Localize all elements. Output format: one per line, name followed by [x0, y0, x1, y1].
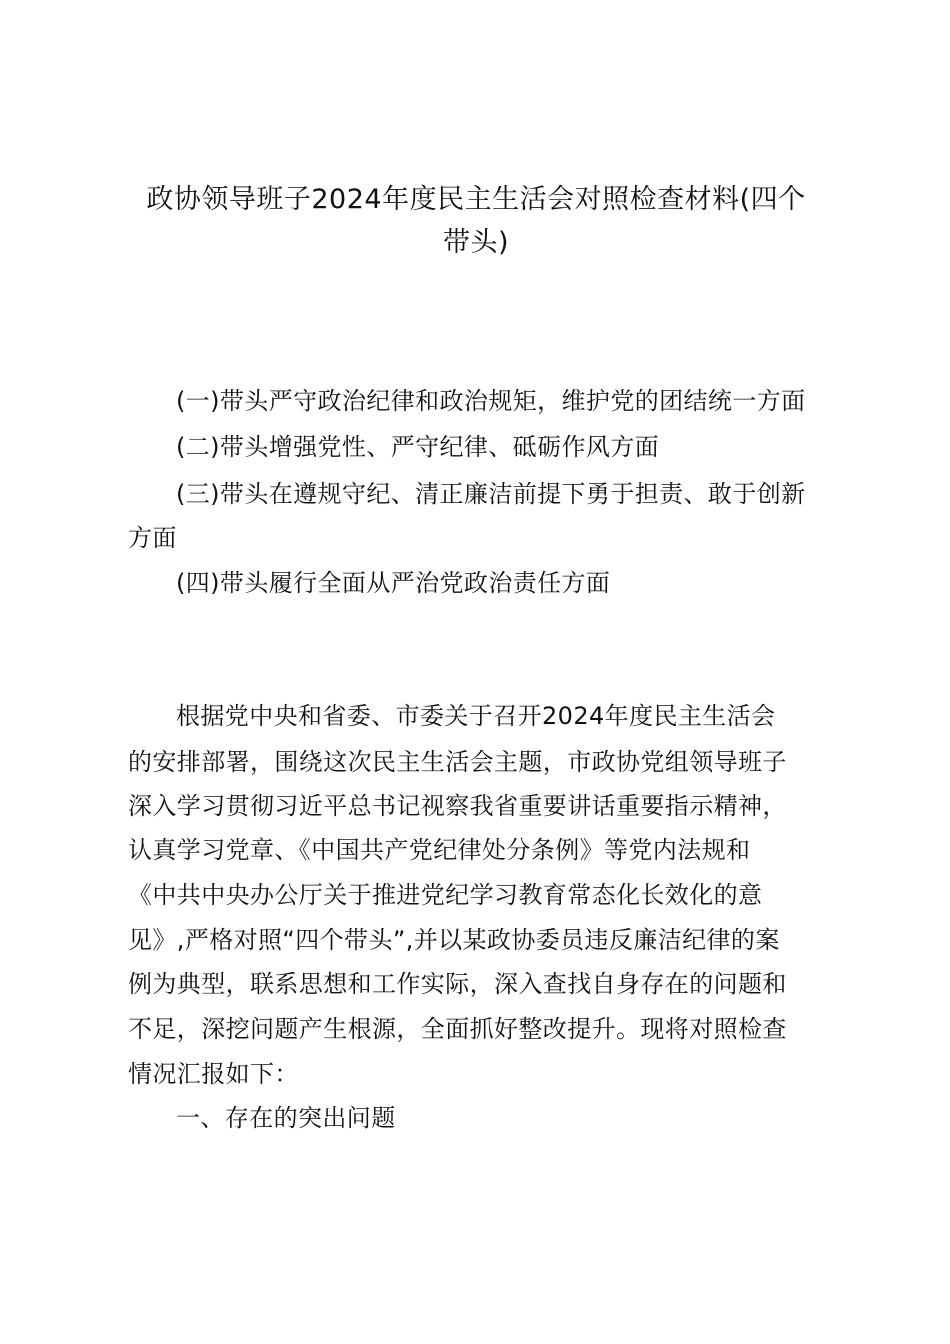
body-line-2: 的安排部署，围绕这次民主生活会主题，市政协党组领导班子 [128, 748, 787, 776]
section-heading: 一、存在的突出问题 [176, 1104, 396, 1132]
body-line-4: 认真学习党章、《中国共产党纪律处分条例》等党内法规和 [128, 836, 751, 864]
body-line-7: 例为典型，联系思想和工作实际，深入查找自身存在的问题和 [128, 970, 787, 998]
body-line-5: 《中共中央办公厅关于推进党纪学习教育常态化长效化的意 [128, 881, 763, 909]
title-line-2: 带头) [442, 227, 510, 258]
body-line-6: 见》,严格对照“四个带头”,并以某政协委员违反廉洁纪律的案 [128, 926, 780, 954]
outline-item-3-continued: 方面 [128, 524, 177, 552]
document-title [120, 178, 832, 264]
body-line-1: 根据党中央和省委、市委关于召开2024年度民主生活会 [176, 702, 776, 730]
outline-item-2: (二)带头增强党性、严守纪律、砥砺作风方面 [176, 433, 660, 461]
outline-item-4: (四)带头履行全面从严治党政治责任方面 [176, 569, 611, 597]
outline-item-3: (三)带头在遵规守纪、清正廉洁前提下勇于担责、敢于创新 [176, 480, 806, 508]
body-line-3: 深入学习贯彻习近平总书记视察我省重要讲话重要指示精神， [128, 792, 787, 820]
body-line-8: 不足，深挖问题产生根源，全面抓好整改提升。现将对照检查 [128, 1015, 787, 1043]
body-line-9: 情况汇报如下： [128, 1060, 299, 1088]
title-line-1: 政协领导班子2024年度民主生活会对照检查材料(四个 [146, 184, 806, 215]
outline-item-1: (一)带头严守政治纪律和政治规矩，维护党的团结统一方面 [176, 387, 806, 415]
